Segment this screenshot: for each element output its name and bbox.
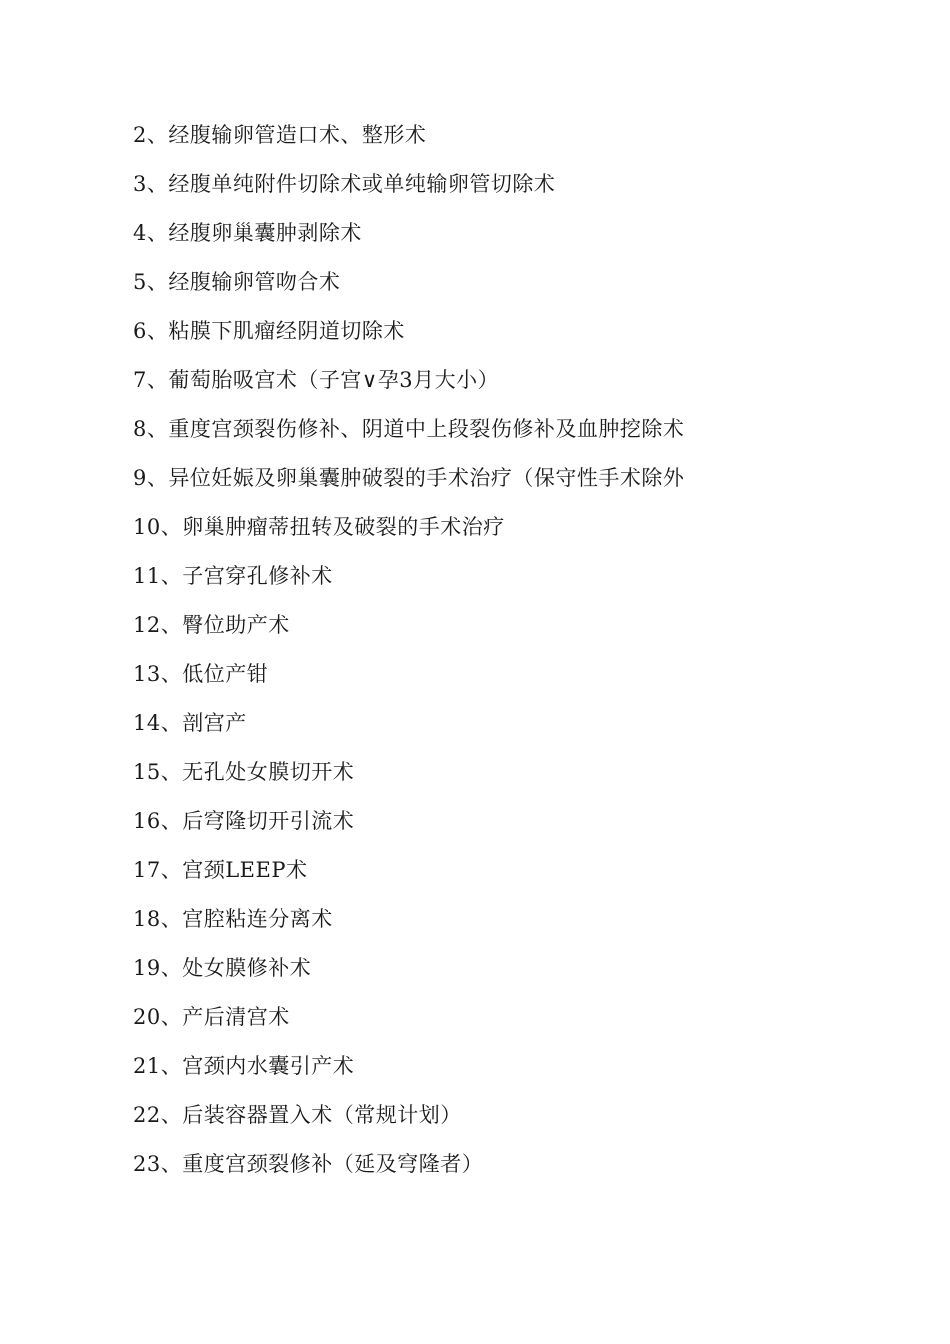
list-item: 19、处女膜修补术	[133, 956, 312, 980]
list-item: 7、葡萄胎吸宫术（子宫∨孕3月大小）	[133, 368, 500, 392]
list-item: 18、宫腔粘连分离术	[133, 907, 333, 931]
list-item: 16、后穹隆切开引流术	[133, 809, 355, 833]
list-item: 12、臀位助产术	[133, 613, 290, 637]
list-item: 3、经腹单纯附件切除术或单纯输卵管切除术	[133, 172, 556, 196]
list-item: 11、子宫穿孔修补术	[133, 564, 333, 588]
list-item: 8、重度宫颈裂伤修补、阴道中上段裂伤修补及血肿挖除术	[133, 417, 685, 441]
list-item: 20、产后清宫术	[133, 1005, 290, 1029]
list-item: 21、宫颈内水囊引产术	[133, 1054, 355, 1078]
list-item: 4、经腹卵巢囊肿剥除术	[133, 221, 362, 245]
list-item: 10、卵巢肿瘤蒂扭转及破裂的手术治疗	[133, 515, 505, 539]
list-item: 9、异位妊娠及卵巢囊肿破裂的手术治疗（保守性手术除外	[133, 466, 685, 490]
list-item: 14、剖宫产	[133, 711, 247, 735]
list-item: 22、后装容器置入术（常规计划）	[133, 1103, 462, 1127]
list-item: 17、宫颈LEEP术	[133, 858, 308, 882]
list-item: 5、经腹输卵管吻合术	[133, 270, 341, 294]
list-item: 23、重度宫颈裂修补（延及穹隆者）	[133, 1152, 484, 1176]
list-item: 15、无孔处女膜切开术	[133, 760, 355, 784]
list-item: 6、粘膜下肌瘤经阴道切除术	[133, 319, 405, 343]
list-item: 13、低位产钳	[133, 662, 269, 686]
list-item: 2、经腹输卵管造口术、整形术	[133, 123, 427, 147]
procedure-list	[133, 114, 684, 1192]
